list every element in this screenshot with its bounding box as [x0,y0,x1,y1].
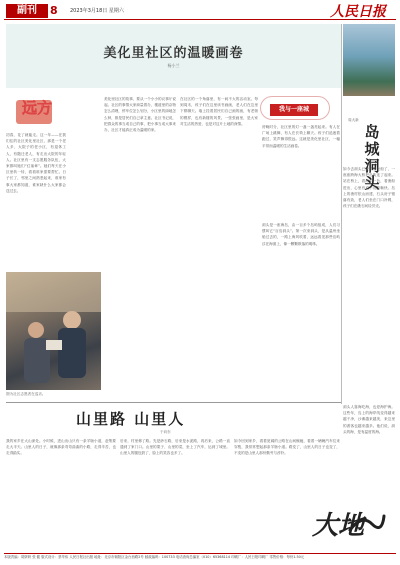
photo-illustration [6,272,101,390]
article-column: 傍晚时分，社区里的灯一盏一盏亮起来。有人在广场上跳舞，有人在长椅上聊天。孩子们追逐着跑过，笑声飘得很远。这就是美化里社区，一幅平常而温暖的生活画卷。 [262,125,340,148]
section-divider [6,402,341,403]
masthead-logo: 人民日报 [330,4,386,20]
community-photo [6,272,101,390]
article-column: 在社区的一个角落里，有一间不大的活动室。每到周末，孩子们在这里读书画画，老人们在这里下棋聊天。墙上挂着居民们自己画的画，有老街的模样，也有新楼的风景。一张张画里，是大家对生活的热爱，也是对这片土地的深情。 [180,97,258,126]
bottom-article-column: 我的家乡在大山深处。小时候，进山出山只有一条羊肠小道，赶集要走大半天。山里人的日子，就像那条弯弯曲曲的小路，走得辛苦，也走得踏实。 [6,439,116,456]
bottom-article-column: 如今回到家乡，看着宽阔的公路在山间蜿蜒，看着一辆辆汽车往来穿梭，我常常想起那条羊肠小道。路变了，山里人的日子也变了，不变的是山里人那份勤劳与淳朴。 [234,439,340,456]
bottom-article-title: 山里路 山里人 [76,410,186,428]
right-article-column: 洞头人靠海吃海，也爱海护海。这些年，岛上的海岸线变得越来越干净，沙滩越来越美，来这里的游客也越来越多。他们说，洞头的海，是有温度的海。 [343,405,395,434]
bottom-article-author: 于向东 [160,430,171,434]
section-label: 副刊 [6,4,48,18]
column-logo: 大地 [312,511,365,541]
island-photo [343,24,395,96]
photo-caption: 图为社区志愿者在巡访。 [6,392,46,396]
column-tag: 我与一座城 [270,104,318,116]
page-number: 8 [50,4,58,17]
seal-text: 远方 [22,99,53,117]
column-divider [341,24,342,404]
right-article-author: 周大新 [348,118,359,122]
article-column: 初春，花了就能走。这一年——在我们住的社区美化里社区，那是一个老人多、大院子的老小区，有退休工人，有随迁老人，有走出大院的年轻人。社区里有一支志愿服务队伍，大家都叫她们“红袖章”。她们每天在小区里转一转，看看谁家需要帮忙。日子长了，邻里之间熟悉起来，谁家有事大家都知道，谁家缺什么大家都会送过去。 [6,133,66,193]
bottom-article-column: 后来，村里修了路。先是砂石路，后来是水泥路，再后来，公路一直通到了家门口。山里的果子、山里的菜，坐上了汽车，运到了城里。山里人的腰包鼓了，脸上的笑容也多了。 [120,439,230,456]
right-article-title: 岛城洞头 [364,123,380,192]
brush-stroke-decoration [348,510,386,536]
issue-date: 2023年3月18日 星期六 [70,8,124,14]
right-article-column: 如今去洞头已经不用坐船了，一座座跨海大桥把岛屿连了起来。站在桥上，看海天一色，看渔船进出，心里有说不出的畅快。岛上的渔村依山而建，石头房子错落有致，老人们坐在门口补网，孩子们在礁石间捡贝壳。 [343,167,395,209]
page-footer: 本版责编：胡妍妍 张 健 版式设计：蔡华伟 人民日报社出版 地址：北京市朝阳区金台西路2号 邮政编码：100733 电话查询总编室（010）65368114 印刷厂：人民日报印刷厂 零售价格：每份1.50元 [4,553,396,560]
article-title: 美化里社区的温暖画卷 [103,46,244,61]
article-column: 美化里社区的故事，要从一个小小的议事厅说起。社区的事情大家商量着办，楼道里的杂物怎么清理，停车位怎么划分，小区里的绿地怎么种，都是居民们自己拿主意。社区书记说，把群众的事当成自己的事，把小事当成大事来办，社区才能真正成为温暖的家。 [104,97,176,133]
right-article-column: 洞头是一座海岛，由一百多个岛屿组成，人们习惯叫它“百岛洞头”。第一次来洞头，是从温州坐船过去的，一路上海风吹着，远远看见那些岛屿浮在海面上，像一颗颗散落的明珠。 [262,223,340,246]
article-author: 杨小兰 [167,63,180,68]
